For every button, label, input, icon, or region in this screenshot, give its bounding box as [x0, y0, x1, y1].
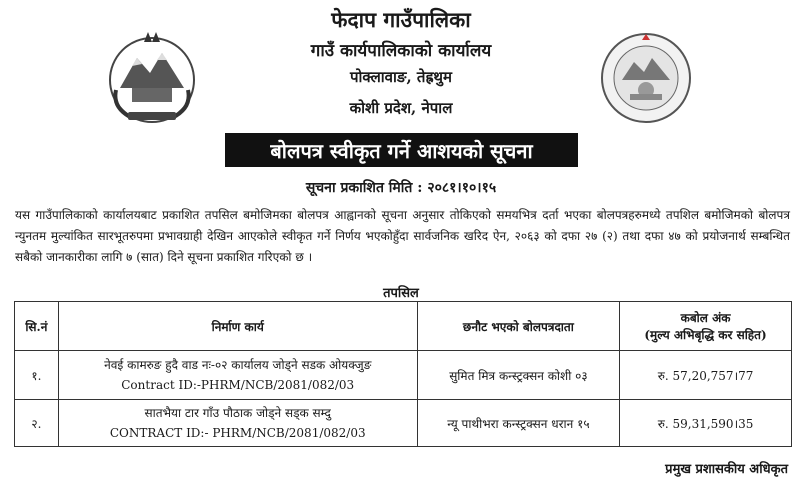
- office-name: गाउँ कार्यपालिकाको कार्यालय: [310, 41, 492, 61]
- notice-title: बोलपत्र स्वीकृत गर्ने आशयको सूचना: [270, 138, 533, 163]
- table-row: [15, 351, 792, 400]
- municipality-name: फेदाप गाउँपालिका: [331, 7, 471, 32]
- table-row: [15, 400, 792, 447]
- row-amount: रु. 59,31,590।35: [620, 400, 792, 447]
- table-header-row: [15, 302, 792, 351]
- contract-id: CONTRACT ID:- PHRM/NCB/2081/082/03: [109, 426, 366, 440]
- row-bidder: सुमित मित्र कन्स्ट्रक्सन कोशी ०३: [417, 351, 619, 400]
- work-title: नेवई कामरुङ हुदै वाड नः-०२ कार्यालय जोड्ने सडक ओयक्जुङ: [104, 358, 372, 372]
- signature-title: प्रमुख प्रशासकीय अधिकृत: [665, 462, 788, 477]
- province-name: कोशी प्रदेश, नेपाल: [349, 99, 453, 117]
- bid-award-table: [14, 301, 792, 447]
- row-work: [58, 400, 417, 447]
- col-header-sn: सि.नं: [15, 302, 59, 351]
- row-bidder: न्यू पाथीभरा कन्स्ट्रक्सन धरान १५: [417, 400, 619, 447]
- notice-body: यस गाउँपालिकाको कार्यालयबाट प्रकाशित तपसिल बमोजिमका बोलपत्र आह्वानको सूचना अनुसार तोकिएको समयभित्र दर्ता भएका बोलपत्रहरुमध्ये तपशिल बमोजिमको बोलपत्र न्युनतम मुल्यांकित सारभूतरुपमा प्रभावग्राही देखिन आएकोले स्वीकृत गर्ने निर्णय भएकोहुँदा सार्वजनिक खरिद ऐन, २०६३ को दफा २७ (२) तथा दफा ४७ को प्रयोजनार्थ सम्बन्धित सबैको जानकारीका लागि ७ (सात) दिने सूचना प्रकाशित गरिएको छ ।: [15, 208, 790, 264]
- published-date: सूचना प्रकाशित मिति : २०८१।१०।१५: [305, 180, 497, 196]
- notice-title-banner: [225, 133, 578, 167]
- amount-header-line1: कबोल अंक: [680, 311, 731, 325]
- col-header-amount: [620, 302, 792, 351]
- col-header-work: निर्माण कार्य: [58, 302, 417, 351]
- row-sn: १.: [15, 351, 59, 400]
- amount-header-line2: (मुल्य अभिबृद्धि कर सहित): [644, 328, 767, 342]
- contract-id: Contract ID:-PHRM/NCB/2081/082/03: [121, 378, 355, 392]
- office-location: पोक्लावाङ, तेह्रथुम: [350, 68, 452, 86]
- schedule-label: तपसिल: [383, 286, 419, 301]
- col-header-bidder: छनौट भएको बोलपत्रदाता: [417, 302, 619, 351]
- row-sn: २.: [15, 400, 59, 447]
- work-title: सातभैया टार गाँउ पौठाक जोड्ने सड्क सम्दु: [144, 406, 331, 420]
- row-amount: रु. 57,20,757।77: [620, 351, 792, 400]
- row-work: [58, 351, 417, 400]
